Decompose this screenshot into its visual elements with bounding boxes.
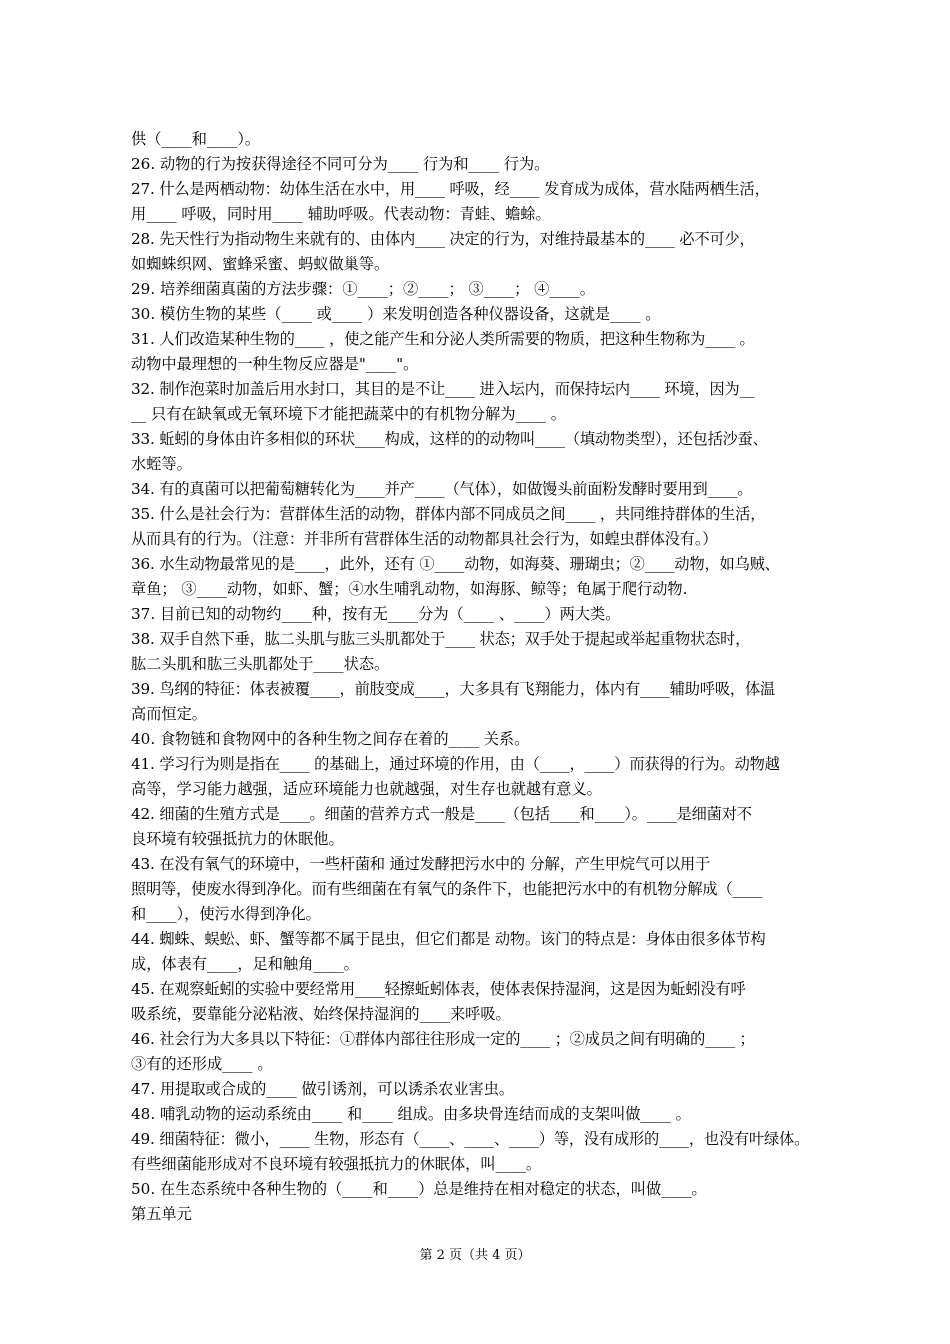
question-48: 48. 哺乳动物的运动系统由____ 和____ 组成。由多块骨连结而成的支架叫做____ 。 (131, 1105, 691, 1123)
question-31: 31. 人们改造某种生物的____ ，使之能产生和分泌人类所需要的物质，把这种生物称为____ 。 (131, 330, 755, 348)
text-line: 和____），使污水得到净化。 (131, 905, 321, 923)
text-line: 从而具有的行为。（注意：并非所有营群体生活的动物都具社会行为，如蝗虫群体没有。） (131, 530, 718, 548)
question-30: 30. 模仿生物的某些（____ 或____ ）来发明创造各种仪器设备，这就是____ 。 (131, 305, 661, 323)
text-line: 成，体表有____，足和触角____。 (131, 955, 359, 973)
question-42: 42. 细菌的生殖方式是____。细菌的营养方式一般是____（包括____和____）。____是细菌对不 (131, 805, 752, 823)
text-line: 水蛭等。 (131, 455, 192, 473)
question-45: 45. 在观察蚯蚓的实验中要经常用____轻擦蚯蚓体表，使体表保持湿润，这是因为蚯蚓没有呼 (131, 980, 746, 998)
text-line: 吸系统，要靠能分泌粘液、始终保持湿润的____来呼吸。 (131, 1005, 511, 1023)
text-line: 章鱼； ③____动物，如虾、蟹；④水生哺乳动物，如海豚、鲸等；龟属于爬行动物. (131, 580, 688, 598)
text-line: 照明等，使废水得到净化。而有些细菌在有氧气的条件下，也能把污水中的有机物分解成（____ (131, 880, 763, 898)
question-34: 34. 有的真菌可以把葡萄糖转化为____并产____（气体），如做馒头前面粉发酵时要用到____。 (131, 480, 753, 498)
text-line: ③有的还形成____ 。 (131, 1055, 273, 1073)
question-29: 29. 培养细菌真菌的方法步骤：①____；②____； ③____； ④____。 (131, 280, 595, 298)
question-43: 43. 在没有氧气的环境中，一些杆菌和 通过发酵把污水中的 分解，产生甲烷气可以用于 (131, 855, 711, 873)
text-line: 肱二头肌和肱三头肌都处于____状态。 (131, 655, 390, 673)
text-line: 动物中最理想的一种生物反应器是"____"。 (131, 355, 419, 373)
section-heading: 第五单元 (131, 1205, 192, 1223)
question-33: 33. 蚯蚓的身体由许多相似的环状____构成，这样的的动物叫____（填动物类型），还包括沙蚕、 (131, 430, 768, 448)
question-26: 26. 动物的行为按获得途径不同可分为____ 行为和____ 行为。 (131, 155, 550, 173)
text-line: 如蜘蛛织网、蜜蜂采蜜、蚂蚁做巢等。 (131, 255, 390, 273)
question-47: 47. 用提取或合成的____ 做引诱剂，可以诱杀农业害虫。 (131, 1080, 515, 1098)
question-41: 41. 学习行为则是指在____ 的基础上，通过环境的作用，由（____，____）而获得的行为。动物越 (131, 755, 780, 773)
question-39: 39. 鸟纲的特征：体表被覆____，前肢变成____，大多具有飞翔能力，体内有____辅助呼吸，体温 (131, 680, 776, 698)
text-line: 用____ 呼吸，同时用____ 辅助呼吸。代表动物：青蛙、蟾蜍。 (131, 205, 551, 223)
question-49: 49. 细菌特征：微小，____ 生物，形态有（____、____、____）等，没有成形的____，也没有叶绿体。 (131, 1130, 810, 1148)
text-line: 高而恒定。 (131, 705, 207, 723)
question-44: 44. 蜘蛛、蜈蚣、虾、蟹等都不属于昆虫，但它们都是 动物。该门的特点是：身体由很多体节构 (131, 930, 766, 948)
text-line: 良环境有较强抵抗力的休眠他。 (131, 830, 344, 848)
question-36: 36. 水生动物最常见的是____，此外，还有 ①____动物，如海葵、珊瑚虫；②____动物，如乌贼、 (131, 555, 780, 573)
question-27: 27. 什么是两栖动物：幼体生活在水中，用____ 呼吸，经____ 发育成为成体，营水陆两栖生活， (131, 180, 770, 198)
question-28: 28. 先天性行为指动物生来就有的、由体内____ 决定的行为，对维持最基本的____ 必不可少， (131, 230, 755, 248)
page-number-footer: 第 2 页（共 4 页） (419, 1248, 531, 1263)
text-line: 高等，学习能力越强，适应环境能力也就越强，对生存也就越有意义。 (131, 780, 602, 798)
question-40: 40. 食物链和食物网中的各种生物之间存在着的____ 关系。 (131, 730, 530, 748)
text-line: 供（____和____）。 (131, 130, 261, 148)
question-37: 37. 目前已知的动物约____种，按有无____分为（____ 、____）两大类。 (131, 605, 621, 623)
question-38: 38. 双手自然下垂，肱二头肌与肱三头肌都处于____ 状态；双手处于提起或举起重物状态时， (131, 630, 751, 648)
document-body (131, 127, 823, 1227)
text-line: __ 只有在缺氧或无氧环境下才能把蔬菜中的有机物分解为____ 。 (131, 405, 566, 423)
text-line: 有些细菌能形成对不良环境有较强抵抗力的休眠体，叫____。 (131, 1155, 542, 1173)
question-50: 50. 在生态系统中各种生物的（____和____）总是维持在相对稳定的状态，叫做____。 (131, 1180, 707, 1198)
question-46: 46. 社会行为大多具以下特征：①群体内部往往形成一定的____ ；②成员之间有明确的____ ； (131, 1030, 755, 1048)
question-35: 35. 什么是社会行为：营群体生活的动物，群体内部不同成员之间____ ，共同维持群体的生活， (131, 505, 766, 523)
question-32: 32. 制作泡菜时加盖后用水封口，其目的是不让____ 进入坛内，而保持坛内____ 环境，因为__ (131, 380, 755, 398)
